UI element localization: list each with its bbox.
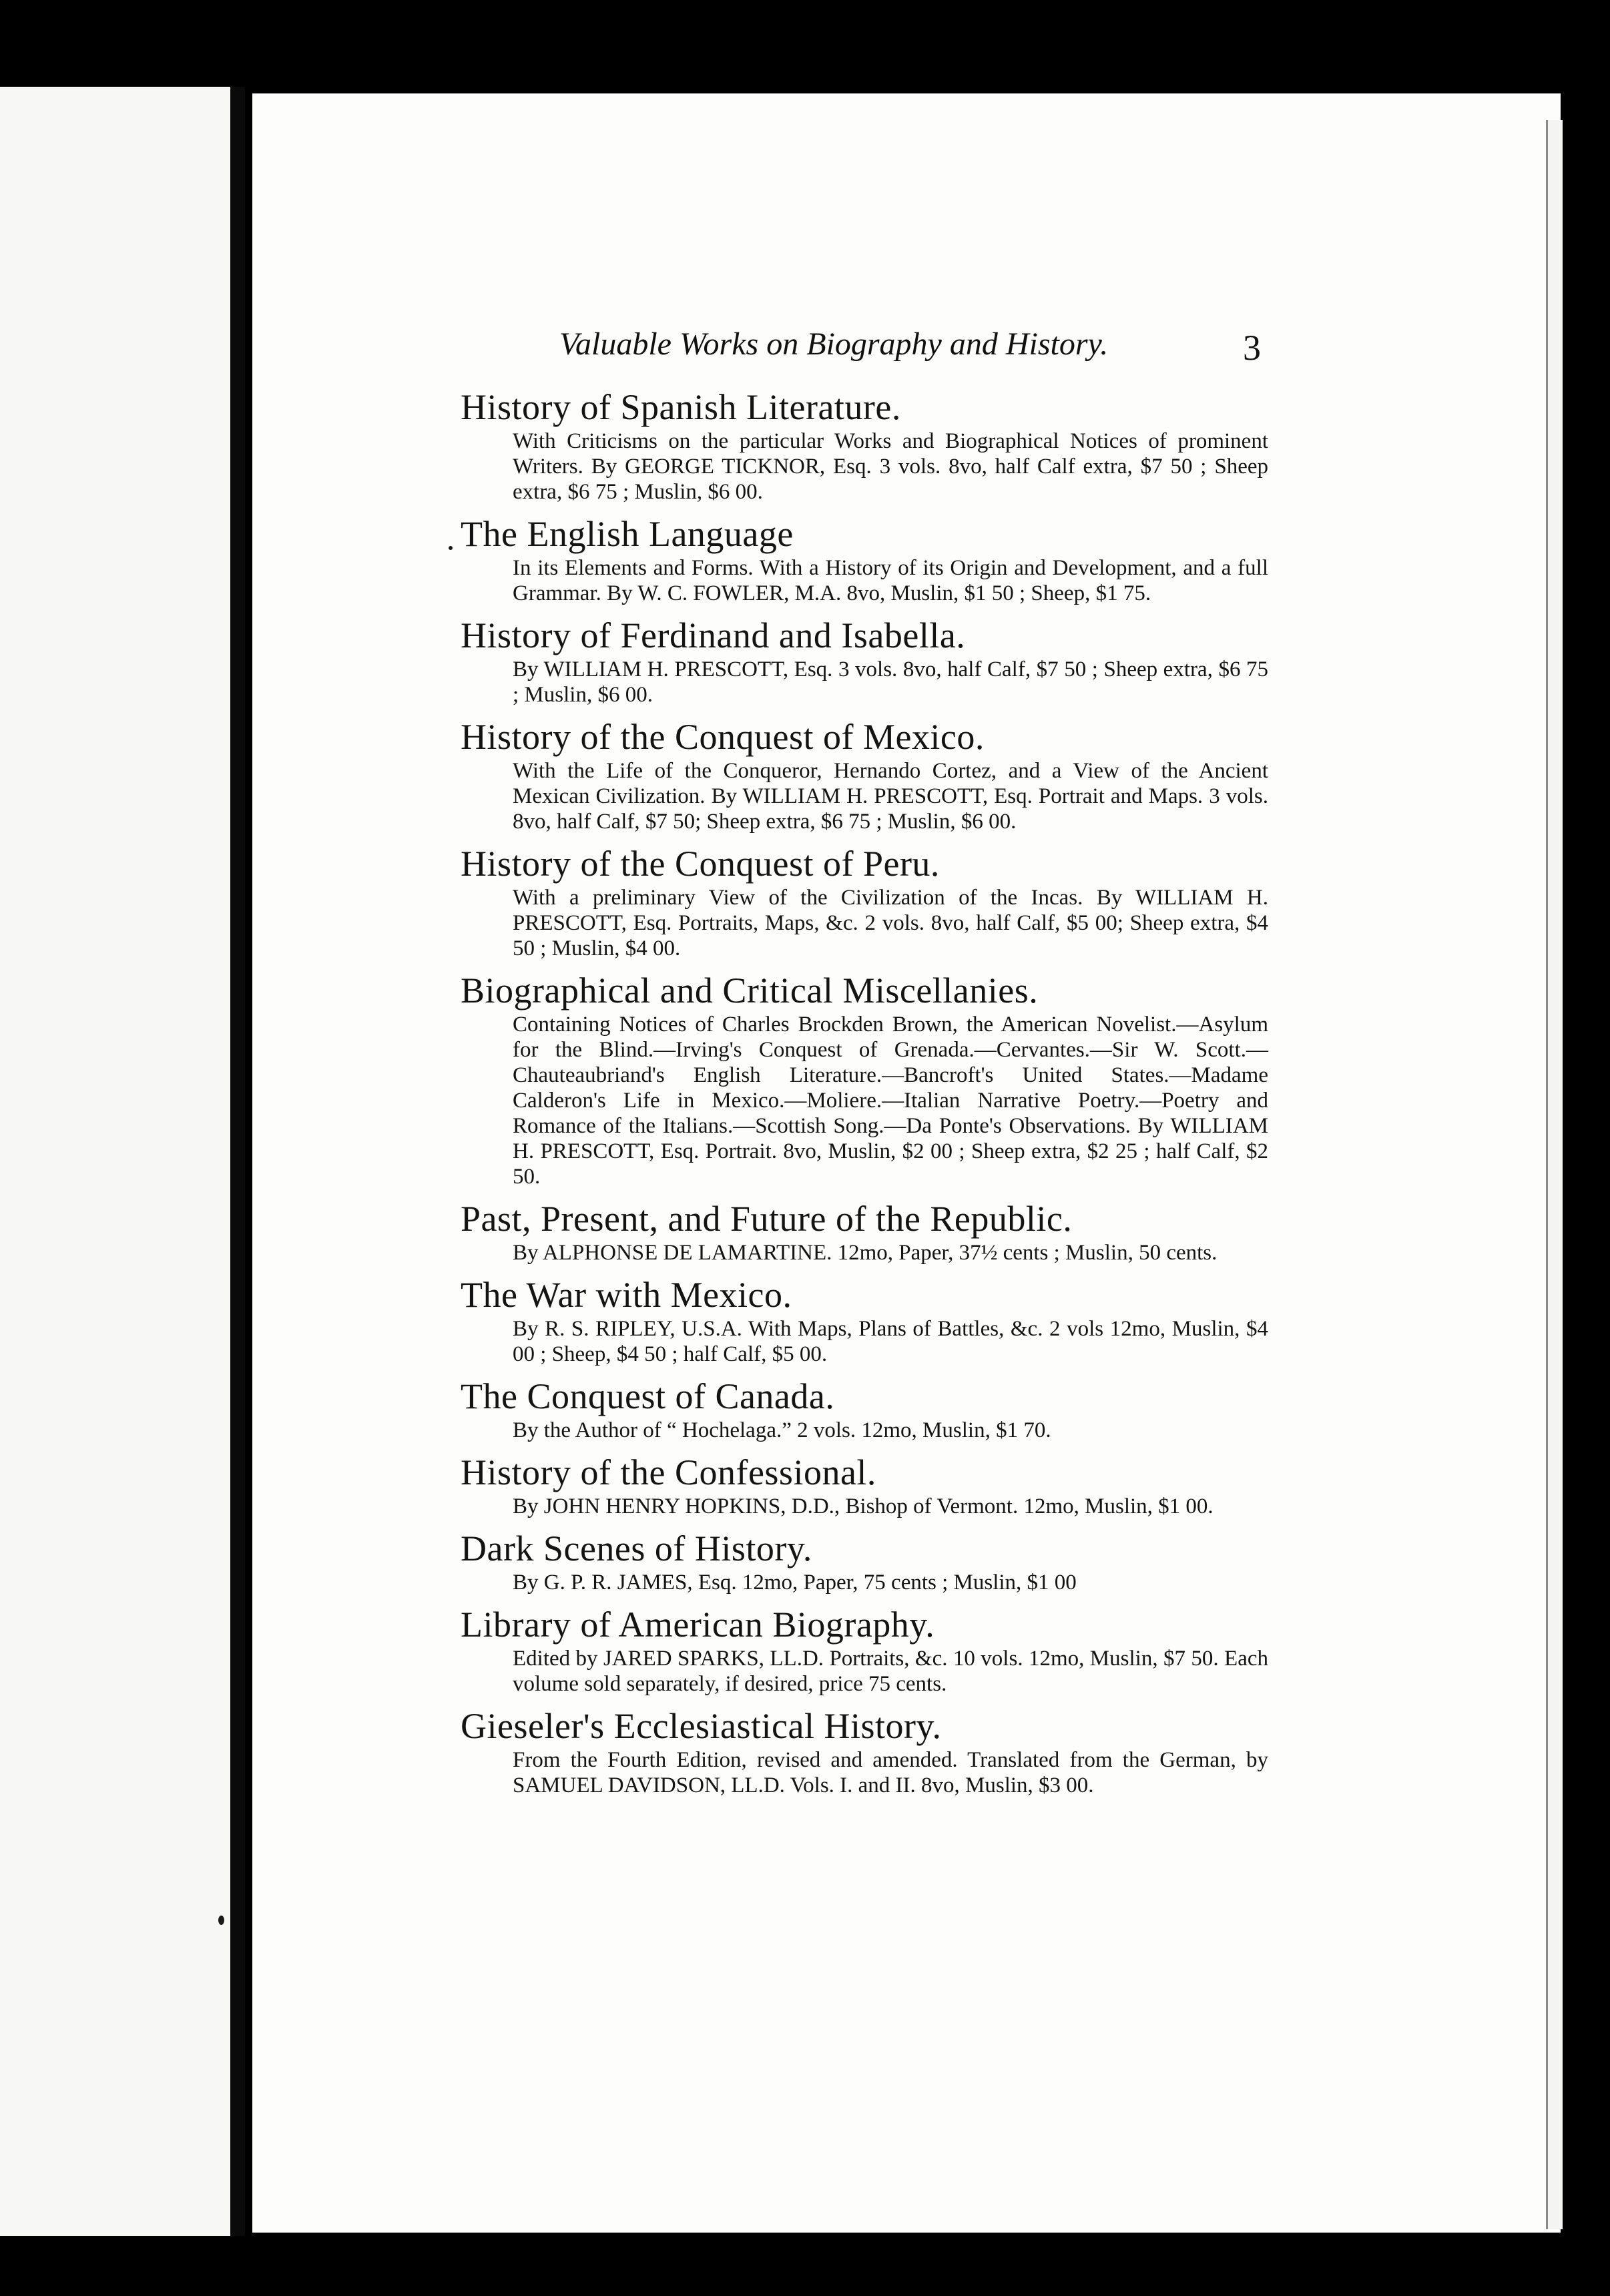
entry-title: Past, Present, and Future of the Republic. bbox=[461, 1199, 1073, 1239]
catalog-entry bbox=[461, 1527, 1268, 1595]
catalog-entry bbox=[461, 715, 1268, 834]
entry-description: With the Life of the Conqueror, Hernando Cortez, and a View of the Ancient Mexican Civilization. By WILLIAM H. PRESCOTT, Esq. Portrait and Maps. 3 vols. 8vo, half Calf, $7 50; Sheep extra, $6 75 ; Muslin, $6 00. bbox=[513, 759, 1268, 834]
entry-title: Library of American Biography. bbox=[461, 1605, 935, 1645]
page-stack-edge bbox=[1546, 120, 1563, 2229]
entry-title: History of Spanish Literature. bbox=[461, 387, 901, 427]
entry-description: By WILLIAM H. PRESCOTT, Esq. 3 vols. 8vo, half Calf, $7 50 ; Sheep extra, $6 75 ; Muslin, $6 00. bbox=[513, 657, 1268, 707]
ink-speck bbox=[449, 546, 453, 550]
entry-description: From the Fourth Edition, revised and amended. Translated from the German, by SAMUEL DAVIDSON, LL.D. Vols. I. and II. 8vo, Muslin, $3 00. bbox=[513, 1748, 1268, 1797]
page-number: 3 bbox=[1243, 328, 1261, 368]
catalog-entry bbox=[461, 1273, 1268, 1367]
catalog-entry bbox=[461, 614, 1268, 707]
entry-description: Containing Notices of Charles Brockden Brown, the American Novelist.—Asylum for the Blind.—Irving's Conquest of Grenada.—Cervantes.—Sir W. Scott.—Chauteaubriand's English Literature.—Bancroft's United States.—Madame Calderon's Life in Mexico.—Moliere.—Italian Narrative Poetry.—Poetry and Romance of the Italians.—Scottish Song.—Da Ponte's Observations. By WILLIAM H. PRESCOTT, Esq. Portrait. 8vo, Muslin, $2 00 ; Sheep extra, $2 25 ; half Calf, $2 50. bbox=[513, 1013, 1268, 1189]
entry-description: By JOHN HENRY HOPKINS, D.D., Bishop of Vermont. 12mo, Muslin, $1 00. bbox=[513, 1494, 1214, 1518]
entry-title: History of the Conquest of Mexico. bbox=[461, 717, 985, 757]
entry-description: With a preliminary View of the Civilization of the Incas. By WILLIAM H. PRESCOTT, Esq. Portraits, Maps, &c. 2 vols. 8vo, half Calf, $5 00; Sheep extra, $4 50 ; Muslin, $4 00. bbox=[513, 886, 1268, 960]
catalog-entry bbox=[461, 1451, 1268, 1519]
catalog-entry bbox=[461, 386, 1268, 505]
catalog-entry bbox=[461, 1705, 1268, 1798]
entry-description: Edited by JARED SPARKS, LL.D. Portraits, &c. 10 vols. 12mo, Muslin, $7 50. Each volume sold separately, if desired, price 75 cents. bbox=[513, 1647, 1268, 1696]
entry-title: History of the Confessional. bbox=[461, 1452, 876, 1492]
entry-title: Biographical and Critical Miscellanies. bbox=[461, 970, 1039, 1011]
entry-description: With Criticisms on the particular Works and Biographical Notices of prominent Writers. By GEORGE TICKNOR, Esq. 3 vols. 8vo, half Calf extra, $7 50 ; Sheep extra, $6 75 ; Muslin, $6 00. bbox=[513, 429, 1268, 504]
gutter-shadow bbox=[230, 87, 245, 2236]
entry-title: History of the Conquest of Peru. bbox=[461, 844, 940, 884]
catalog-entry bbox=[461, 969, 1268, 1189]
entry-title: The War with Mexico. bbox=[461, 1275, 792, 1315]
running-head: Valuable Works on Biography and History. bbox=[559, 326, 1109, 362]
book-catalog-list bbox=[461, 386, 1268, 1806]
facing-page-edge bbox=[0, 87, 230, 2236]
entry-description: By ALPHONSE DE LAMARTINE. 12mo, Paper, 37½ cents ; Muslin, 50 cents. bbox=[513, 1241, 1218, 1265]
entry-description: In its Elements and Forms. With a History of its Origin and Development, and a full Grammar. By W. C. FOWLER, M.A. 8vo, Muslin, $1 50 ; Sheep, $1 75. bbox=[513, 556, 1268, 605]
entry-title: History of Ferdinand and Isabella. bbox=[461, 615, 966, 655]
catalog-entry bbox=[461, 842, 1268, 961]
catalog-entry bbox=[461, 1197, 1268, 1265]
catalog-entry bbox=[461, 513, 1268, 606]
catalog-entry bbox=[461, 1603, 1268, 1697]
entry-title: Dark Scenes of History. bbox=[461, 1528, 812, 1568]
entry-title: Gieseler's Ecclesiastical History. bbox=[461, 1706, 942, 1746]
entry-description: By G. P. R. JAMES, Esq. 12mo, Paper, 75 cents ; Muslin, $1 00 bbox=[513, 1570, 1077, 1595]
catalog-entry bbox=[461, 1375, 1268, 1443]
entry-title: The Conquest of Canada. bbox=[461, 1376, 835, 1416]
entry-description: By R. S. RIPLEY, U.S.A. With Maps, Plans of Battles, &c. 2 vols 12mo, Muslin, $4 00 ; Sheep, $4 50 ; half Calf, $5 00. bbox=[513, 1317, 1268, 1366]
entry-title: The English Language bbox=[461, 514, 794, 554]
ink-speck bbox=[218, 1916, 224, 1925]
entry-description: By the Author of “ Hochelaga.” 2 vols. 12mo, Muslin, $1 70. bbox=[513, 1418, 1051, 1442]
